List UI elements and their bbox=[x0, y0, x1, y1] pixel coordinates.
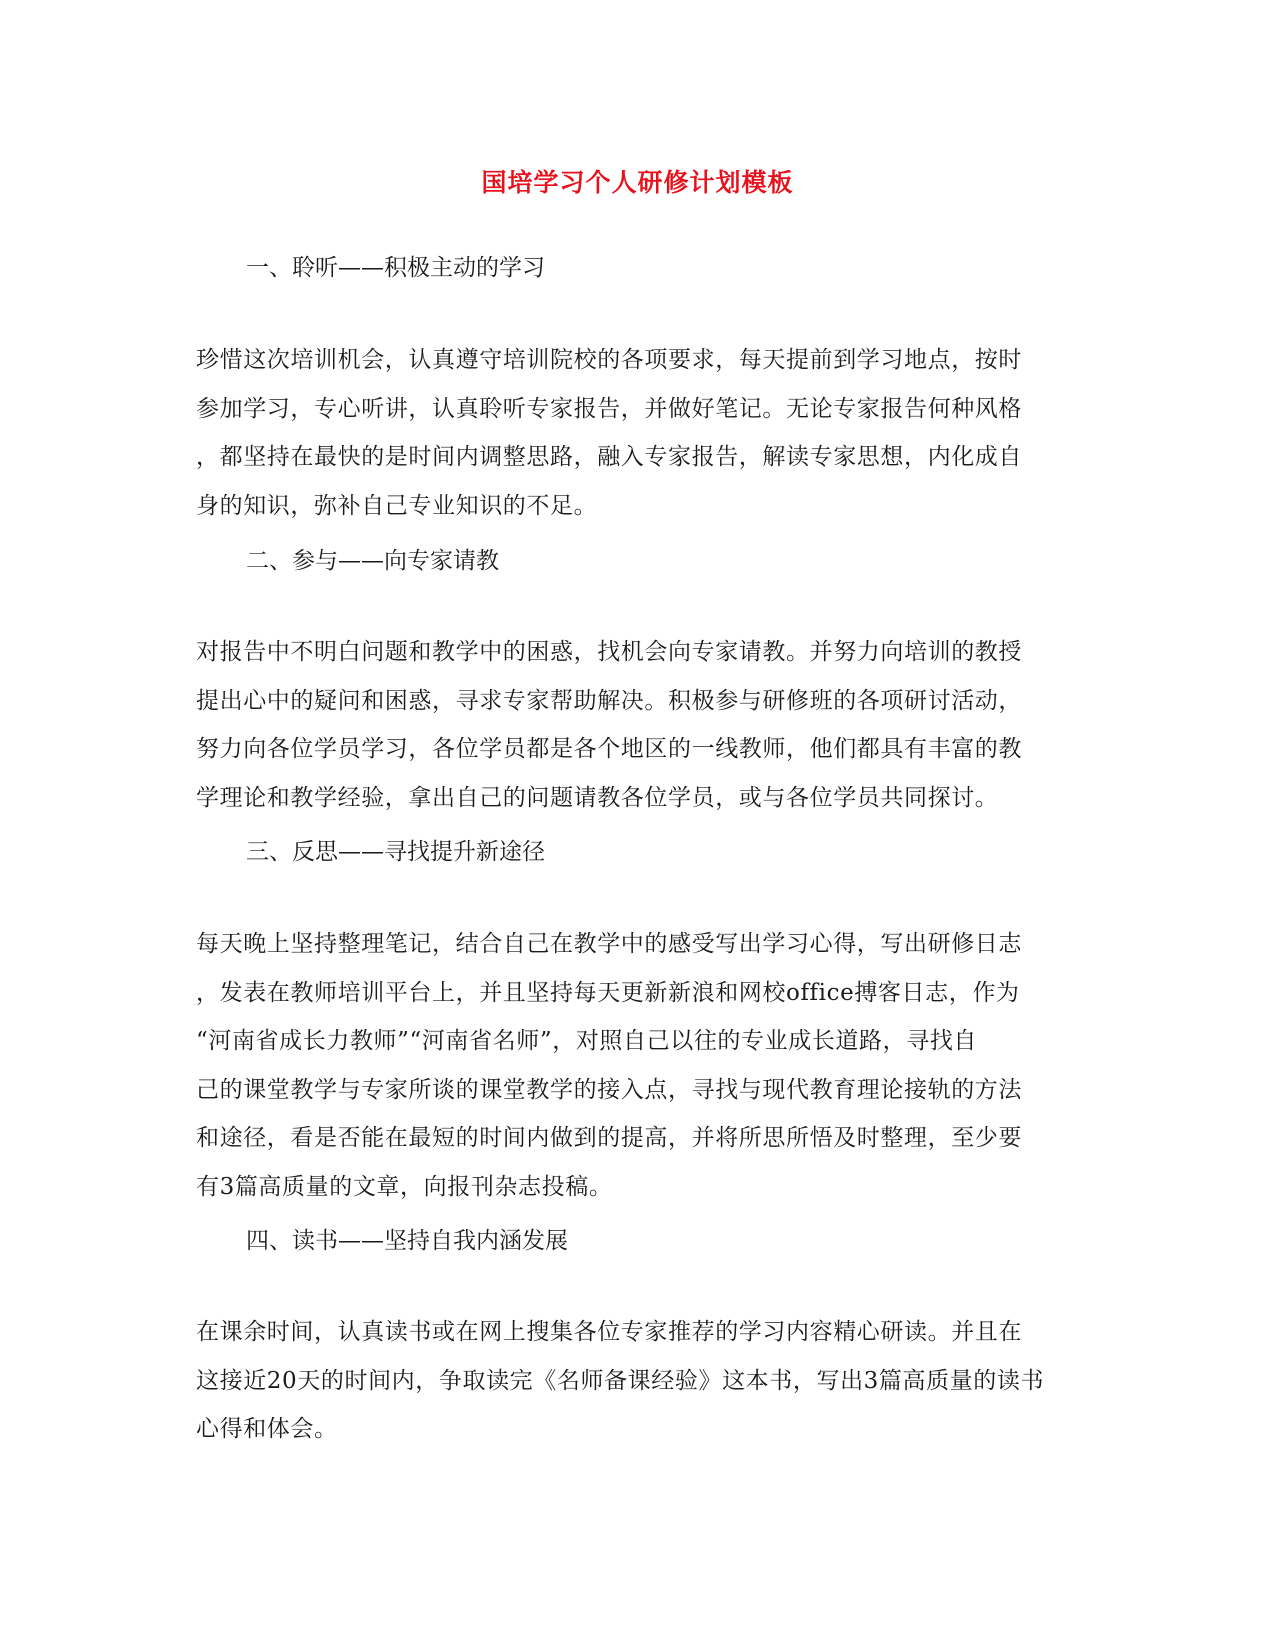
paragraph-line: 身的知识，弥补自己专业知识的不足。 bbox=[196, 492, 598, 519]
paragraph-line: “河南省成长力教师”“河南省名师”，对照自己以往的专业成长道路，寻找自 bbox=[196, 1028, 978, 1054]
paragraph-line: 参加学习，专心听讲，认真聆听专家报告，并做好笔记。无论专家报告何种风格 bbox=[196, 395, 1022, 422]
paragraph-line: 每天晚上坚持整理笔记，结合自己在教学中的感受写出学习心得，写出研修日志 bbox=[196, 931, 1022, 957]
section-heading-4: 四、读书——坚持自我内涵发展 bbox=[246, 1228, 568, 1254]
paragraph-line: 提出心中的疑问和困惑，寻求专家帮助解决。积极参与研修班的各项研讨活动， bbox=[196, 687, 1022, 714]
paragraph-line: 有3篇高质量的文章，向报刊杂志投稿。 bbox=[196, 1173, 613, 1200]
document-title: 国培学习个人研修计划模板 bbox=[481, 168, 794, 197]
paragraph-line: ，都坚持在最快的是时间内调整思路，融入专家报告，解读专家思想，内化成自 bbox=[196, 444, 1022, 470]
paragraph-line: 学理论和教学经验，拿出自己的问题请教各位学员，或与各位学员共同探讨。 bbox=[196, 784, 999, 811]
section-paragraph-3 bbox=[196, 920, 1076, 1211]
paragraph-line: 努力向各位学员学习，各位学员都是各个地区的一线教师，他们都具有丰富的教 bbox=[196, 736, 1022, 762]
paragraph-line: 对报告中不明白问题和教学中的困惑，找机会向专家请教。并努力向培训的教授 bbox=[196, 639, 1022, 665]
paragraph-line: 己的课堂教学与专家所谈的课堂教学的接入点，寻找与现代教育理论接轨的方法 bbox=[196, 1076, 1022, 1103]
paragraph-line: 珍惜这次培训机会，认真遵守培训院校的各项要求，每天提前到学习地点，按时 bbox=[196, 347, 1022, 373]
section-paragraph-1 bbox=[196, 336, 1076, 530]
section-heading-2: 二、参与——向专家请教 bbox=[246, 548, 499, 574]
section-heading-1: 一、聆听——积极主动的学习 bbox=[246, 255, 545, 281]
paragraph-line: 心得和体会。 bbox=[196, 1416, 338, 1442]
section-paragraph-4 bbox=[196, 1308, 1076, 1454]
paragraph-line: 和途径，看是否能在最短的时间内做到的提高，并将所思所悟及时整理，至少要 bbox=[196, 1125, 1022, 1151]
section-heading-3: 三、反思——寻找提升新途径 bbox=[246, 839, 545, 865]
paragraph-line: 在课余时间，认真读书或在网上搜集各位专家推荐的学习内容精心研读。并且在 bbox=[196, 1319, 1022, 1345]
paragraph-line: 这接近20天的时间内，争取读完《名师备课经验》这本书，写出3篇高质量的读书 bbox=[196, 1367, 1045, 1394]
section-paragraph-2 bbox=[196, 628, 1076, 822]
paragraph-line: ，发表在教师培训平台上，并且坚持每天更新新浪和网校office搏客日志，作为 bbox=[196, 979, 1020, 1006]
